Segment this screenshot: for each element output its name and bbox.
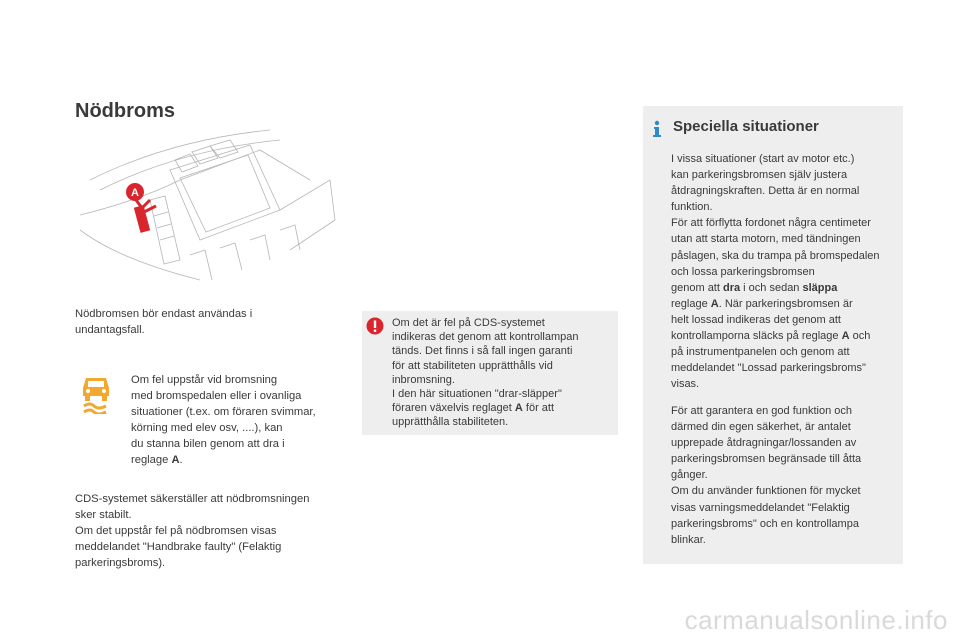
warning-icon — [366, 317, 384, 335]
warning-box — [362, 311, 618, 435]
warning-text: Om det är fel på CDS-systemet indikeras det genom att kontrollampan tänds. Det finns i så fall ingen garanti för att stabiliteten upprätthålls vid inbromsning. I den här situationen "drar-släpper" föraren växelvis reglaget A för att upprätthålla stabiliteten. — [392, 317, 579, 429]
info-icon — [649, 120, 665, 138]
dashboard-illustration — [80, 120, 340, 290]
side-text-2: För att garantera en god funktion och därmed din egen säkerhet, är antalet upprepade åtdragningar/lossanden av parkeringsbromsen begränsade till åtta gånger. Om du använder funktionen för mycket visas varningsmeddelandet "Felaktig parkeringsbroms" och en kontrollampa blinkar. — [671, 405, 862, 546]
emergency-brake-text: Om fel uppstår vid bromsning med bromspedalen eller i ovanliga situationer (t.ex. om föraren svimmar, körning med elev osv, ....), kan du stanna bilen genom att dra i reglage A. — [131, 374, 316, 466]
page-title: Nödbroms — [75, 100, 175, 122]
intro-text: Nödbromsen bör endast användas i undantagsfall. — [75, 308, 253, 336]
label-a: A — [131, 187, 139, 199]
brake-warning-icon — [80, 374, 112, 414]
watermark: carmanualsonline.info — [684, 605, 948, 635]
cds-text: CDS-systemet säkerställer att nödbromsningen sker stabilt. Om det uppstår fel på nödbromsen visas meddelandet "Handbrake faulty" (Felaktig parkeringsbroms). — [75, 493, 310, 569]
special-situations-box — [643, 106, 903, 564]
side-title: Speciella situationer — [673, 118, 819, 135]
side-text-1: I vissa situationer (start av motor etc.) kan parkeringsbromsen själv justera åtdragningskraften. Detta är en normal funktion. För att förflytta fordonet några centimeter utan att starta motorn, med tändningen påslagen, ska du trampa på bromspedalen och lossa parkeringsbromsen genom att dra i och sedan släppa reglage A. När parkeringsbromsen är helt lossad indikeras det genom att kontrollamporna släcks på reglage A och på instrumentpanelen och genom att meddelandet "Lossad parkeringsbroms" visas. — [671, 153, 880, 391]
